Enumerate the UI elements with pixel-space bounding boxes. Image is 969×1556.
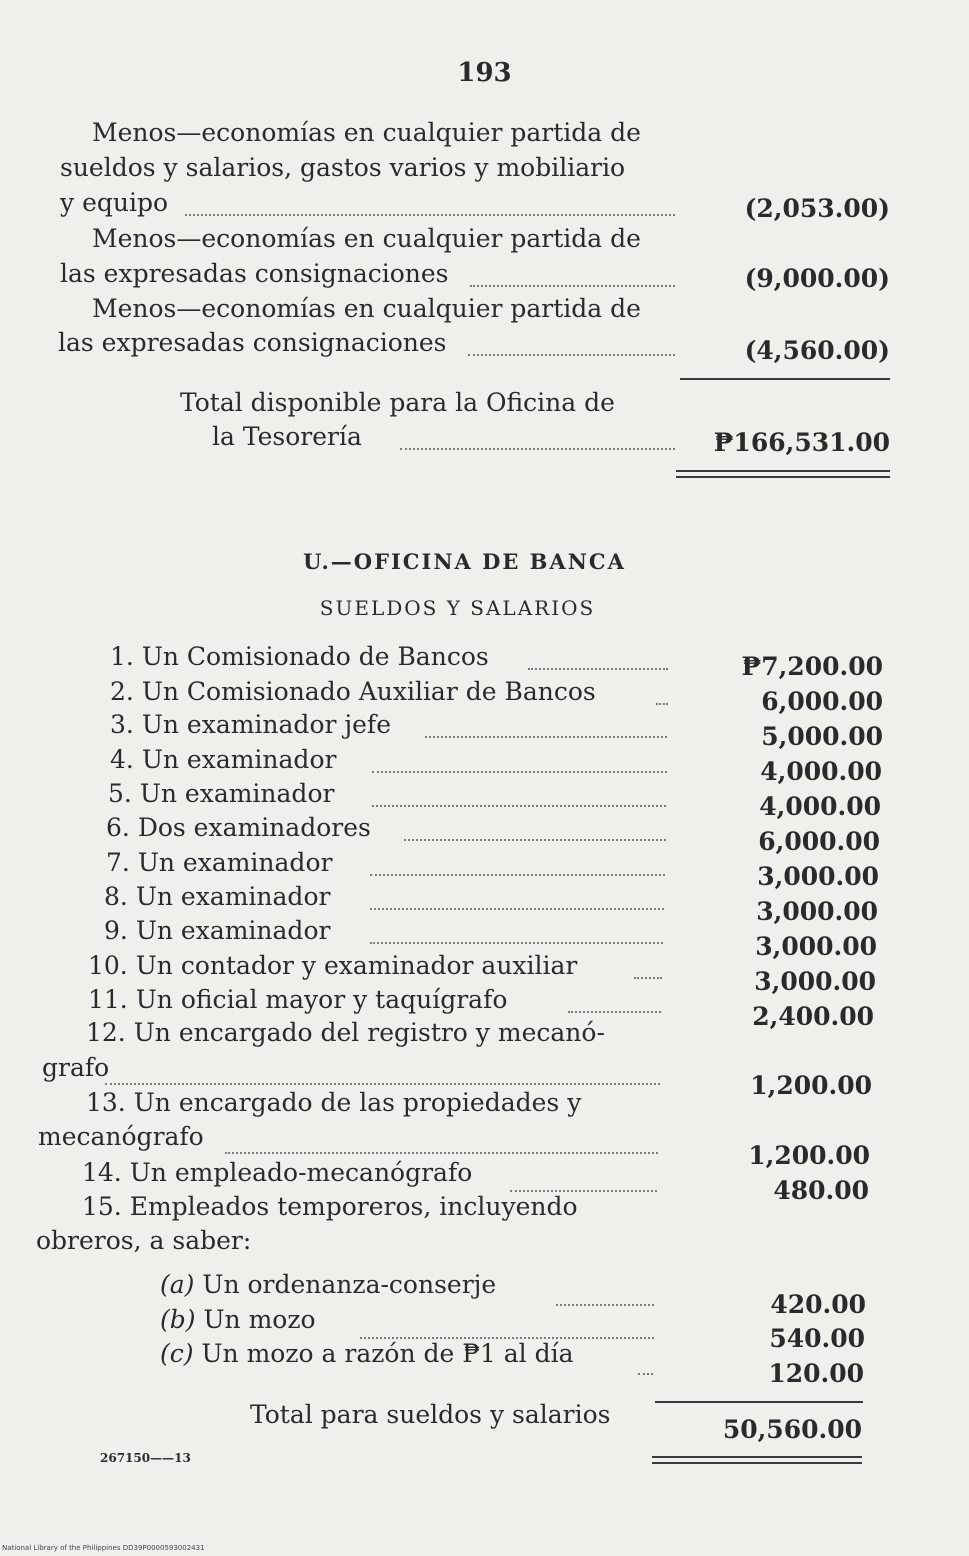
- dot-leader: [425, 736, 667, 738]
- reduction-2-line-1: Menos—economías en cualquier partida de: [92, 224, 641, 253]
- total-tesoreria-line-2: la Tesorería: [212, 422, 362, 451]
- item-6-amount: 6,000.00: [758, 827, 880, 856]
- item-13-continuation: mecanógrafo: [38, 1122, 204, 1151]
- subsection-title: SUELDOS Y SALARIOS: [319, 596, 596, 620]
- subitem-c: (c) Un mozo a razón de ₱1 al día: [160, 1339, 574, 1368]
- total-sueldos-amount: 50,560.00: [722, 1415, 862, 1444]
- subitem-b: (b) Un mozo: [160, 1305, 316, 1334]
- reduction-3-line-2: las expresadas consignaciones: [58, 328, 447, 357]
- item-8: 8. Un examinador: [104, 882, 331, 911]
- dot-leader: [470, 285, 675, 287]
- footer-code: 267150——13: [100, 1451, 191, 1465]
- item-10: 10. Un contador y examinador auxiliar: [88, 951, 578, 980]
- item-15-continuation: obreros, a saber:: [36, 1226, 252, 1255]
- item-14-amount: 480.00: [773, 1176, 869, 1205]
- item-5: 5. Un examinador: [108, 779, 335, 808]
- item-12-continuation: grafo: [42, 1053, 110, 1082]
- reduction-1-line-1: Menos—economías en cualquier partida de: [92, 118, 641, 147]
- item-15: 15. Empleados temporeros, incluyendo: [82, 1192, 578, 1221]
- item-12-amount: 1,200.00: [750, 1071, 872, 1100]
- item-3-amount: 5,000.00: [761, 722, 883, 751]
- dot-leader: [634, 977, 662, 979]
- item-1: 1. Un Comisionado de Bancos: [110, 642, 489, 671]
- dot-leader: [528, 668, 668, 670]
- section-title: U.—OFICINA DE BANCA: [303, 549, 626, 574]
- reduction-3-amount: (4,560.00): [744, 336, 890, 365]
- item-7-amount: 3,000.00: [757, 862, 879, 891]
- item-14: 14. Un empleado-mecanógrafo: [82, 1158, 473, 1187]
- item-1-amount: ₱7,200.00: [741, 652, 883, 681]
- item-7: 7. Un examinador: [106, 848, 333, 877]
- dot-leader: [105, 1083, 660, 1085]
- total-double-rule: [676, 470, 890, 478]
- total-tesoreria-amount: ₱166,531.00: [713, 428, 890, 457]
- item-5-amount: 4,000.00: [759, 792, 881, 821]
- dot-leader: [370, 908, 664, 910]
- sum-rule: [680, 378, 890, 380]
- item-11-amount: 2,400.00: [752, 1002, 874, 1031]
- footer-library: National Library of the Philippines DD39P0000593002431: [2, 1544, 205, 1552]
- item-4: 4. Un examinador: [110, 745, 337, 774]
- dot-leader: [638, 1373, 653, 1375]
- dot-leader: [656, 703, 668, 705]
- subitem-b-amount: 540.00: [769, 1324, 865, 1353]
- total-tesoreria-line-1: Total disponible para la Oficina de: [180, 388, 615, 417]
- dot-leader: [372, 771, 667, 773]
- total-double-rule: [652, 1456, 862, 1464]
- dot-leader: [568, 1011, 661, 1013]
- item-13-amount: 1,200.00: [748, 1141, 870, 1170]
- total-sueldos-label: Total para sueldos y salarios: [250, 1400, 611, 1429]
- item-3: 3. Un examinador jefe: [110, 710, 391, 739]
- subitem-c-amount: 120.00: [768, 1359, 864, 1388]
- item-11: 11. Un oficial mayor y taquígrafo: [88, 985, 508, 1014]
- page-number: 193: [457, 58, 512, 88]
- subitem-a: (a) Un ordenanza-conserje: [160, 1270, 497, 1299]
- subitem-a-amount: 420.00: [770, 1290, 866, 1319]
- reduction-3-line-1: Menos—economías en cualquier partida de: [92, 294, 641, 323]
- dot-leader: [468, 354, 675, 356]
- reduction-1-amount: (2,053.00): [744, 194, 890, 223]
- item-13: 13. Un encargado de las propiedades y: [86, 1088, 582, 1117]
- reduction-1-line-2: sueldos y salarios, gastos varios y mobiliario: [60, 153, 626, 182]
- dot-leader: [404, 839, 666, 841]
- dot-leader: [185, 214, 675, 216]
- dot-leader: [370, 874, 665, 876]
- item-2: 2. Un Comisionado Auxiliar de Bancos: [110, 677, 596, 706]
- item-12: 12. Un encargado del registro y mecanó-: [86, 1018, 605, 1047]
- item-6: 6. Dos examinadores: [106, 813, 371, 842]
- reduction-2-line-2: las expresadas consignaciones: [60, 259, 449, 288]
- dot-leader: [372, 805, 666, 807]
- dot-leader: [556, 1304, 654, 1306]
- dot-leader: [225, 1152, 658, 1154]
- item-4-amount: 4,000.00: [760, 757, 882, 786]
- dot-leader: [400, 448, 675, 450]
- item-9-amount: 3,000.00: [755, 932, 877, 961]
- sum-rule: [655, 1401, 863, 1403]
- reduction-1-line-3: y equipo: [60, 188, 169, 217]
- dot-leader: [370, 942, 663, 944]
- item-2-amount: 6,000.00: [761, 687, 883, 716]
- item-9: 9. Un examinador: [104, 916, 331, 945]
- reduction-2-amount: (9,000.00): [744, 264, 890, 293]
- item-10-amount: 3,000.00: [754, 967, 876, 996]
- item-8-amount: 3,000.00: [756, 897, 878, 926]
